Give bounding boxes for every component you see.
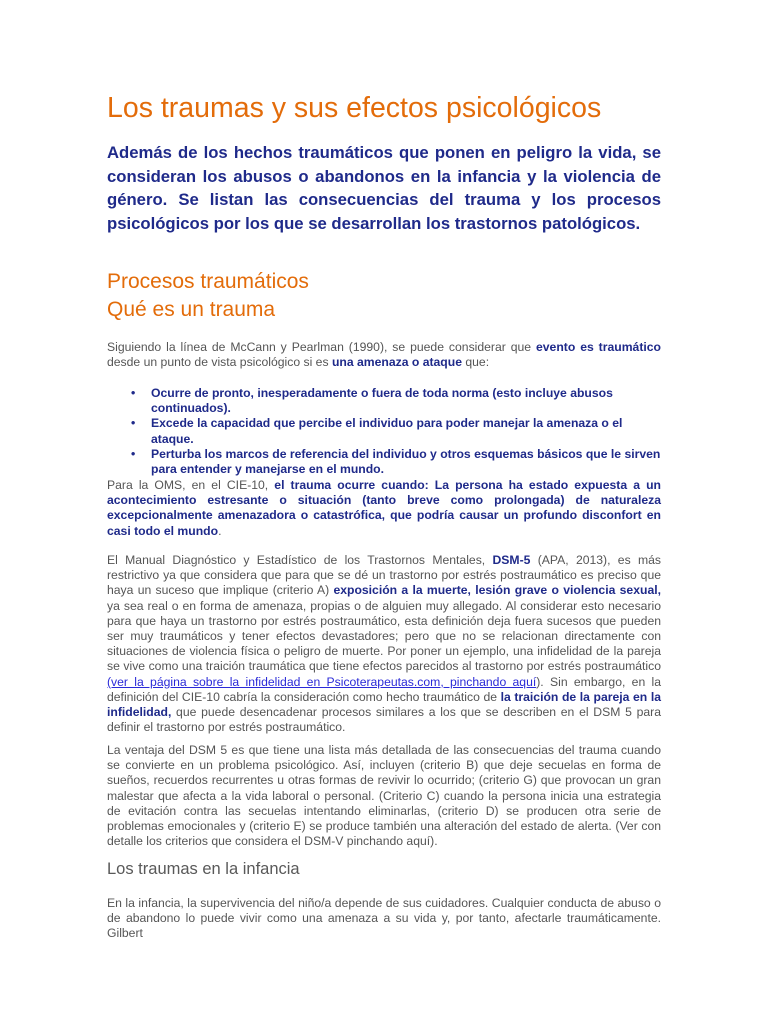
bullet-icon: • bbox=[131, 446, 136, 461]
bold-run: la traición de la pareja en la infidelidad, bbox=[107, 689, 661, 720]
text-run: que puede desencadenar procesos similares a los que se describen en el DSM 5 para definir el trastorno por estrés postraumático. bbox=[107, 705, 661, 735]
paragraph-infancia: En la infancia, la supervivencia del niño/a depende de sus cuidadores. Cualquier conducta de abuso o de abandono lo puede vivir como una amenaza a su vida y, por tanto, afectarle traumáticamente. Gilbert bbox=[107, 896, 661, 941]
paragraph-oms bbox=[107, 478, 661, 539]
text-run: ). Sin embargo, en la definición del CIE-10 cabría la consideración como hecho traumático de bbox=[107, 674, 661, 704]
paragraph-dsm5-ventaja: La ventaja del DSM 5 es que tiene una lista más detallada de las consecuencias del trauma cuando se convierte en un problema psicológico. Así, incluyen (criterio B) que deje secuelas en forma de sueños, recuerdos recurrentes u otras formas de revivir lo ocurrido; (criterio G) que provocan un gran malestar que afecta a la vida laboral o personal. (Criterio C) cuando la persona inicia una estrategia de evitación contra las secuelas intentando eliminarlas, (criterio D) se producen otra serie de problemas emocionales y (criterio E) se produce también una alteración del estado de alerta. (Ver con detalle los criterios que considera el DSM-V pinchando aquí). bbox=[107, 743, 661, 849]
bold-run: DSM-5 bbox=[492, 553, 531, 567]
list-item bbox=[131, 416, 661, 446]
text-run: Siguiendo la línea de McCann y Pearlman (1990), se puede considerar que bbox=[107, 340, 536, 354]
paragraph-mccann bbox=[107, 340, 661, 370]
infidelity-page-link[interactable]: (ver la página sobre la infidelidad en Psicoterapeutas.com, pinchando aquí bbox=[107, 674, 537, 689]
bullet-icon: • bbox=[131, 386, 136, 400]
section-heading-que-es-trauma: Qué es un trauma bbox=[107, 298, 276, 321]
bold-run: evento es traumático bbox=[536, 340, 661, 354]
list-item bbox=[131, 386, 661, 416]
bullet-icon: • bbox=[131, 416, 136, 431]
text-run: . bbox=[218, 523, 222, 538]
bold-run: exposición a la muerte, lesión grave o violencia sexual, bbox=[333, 583, 661, 598]
text-run: que: bbox=[461, 355, 490, 370]
list-item-text: Ocurre de pronto, inesperadamente o fuera de toda norma (esto incluye abusos continuados). bbox=[151, 386, 613, 416]
list-item-text: Perturba los marcos de referencia del individuo y otros esquemas básicos que le sirven para entender y manejarse en el mundo. bbox=[151, 446, 661, 477]
subheading-traumas-infancia: Los traumas en la infancia bbox=[107, 860, 300, 878]
text-run: (APA, 2013), es más restrictivo ya que considera que para que se dé un trastorno por estrés postraumático es preciso que haya un suceso que implique (criterio A) bbox=[107, 553, 661, 598]
paragraph-dsm5 bbox=[107, 553, 661, 735]
article-title: Los traumas y sus efectos psicológicos bbox=[107, 92, 602, 124]
text-run: desde un punto de vista psicológico si es bbox=[107, 355, 332, 370]
text-run: Para la OMS, en el CIE-10, bbox=[107, 478, 275, 492]
section-heading-procesos: Procesos traumáticos bbox=[107, 270, 309, 293]
bold-run: una amenaza o ataque bbox=[331, 355, 462, 370]
list-item-text: Excede la capacidad que percibe el individuo para poder manejar la amenaza o el ataque. bbox=[151, 416, 623, 446]
lead-paragraph: Además de los hechos traumáticos que ponen en peligro la vida, se consideran los abusos o abandonos en la infancia y la violencia de género. Se listan las consecuencias del trauma y los procesos psicológicos por los que se desarrollan los trastornos patológicos. bbox=[107, 143, 661, 233]
list-item bbox=[131, 447, 661, 477]
text-run: ya sea real o en forma de amenaza, propias o de alguien muy allegado. Al considerar esto necesario para que haya un trastorno por estrés postraumático, esta definición deja fuera sucesos que pueden ser muy traumáticos y tener efectos devastadores; pero que no se relacionan directamente con situaciones de violencia física o peligro de muerte. Por poner un ejemplo, una infidelidad de la pareja se vive como una traición traumática que tiene efectos parecidos al trastorno por estrés postraumático bbox=[107, 598, 661, 674]
criteria-list bbox=[131, 386, 661, 477]
bold-run: el trauma ocurre cuando: La persona ha estado expuesta a un acontecimiento estresante o situación (tanto breve como prolongada) de naturaleza excepcionalmente amenazadora o catastrófica, que podría causar un profundo disconfort en casi todo el mundo bbox=[107, 478, 661, 538]
text-run: El Manual Diagnóstico y Estadístico de los Trastornos Mentales, bbox=[107, 553, 493, 567]
